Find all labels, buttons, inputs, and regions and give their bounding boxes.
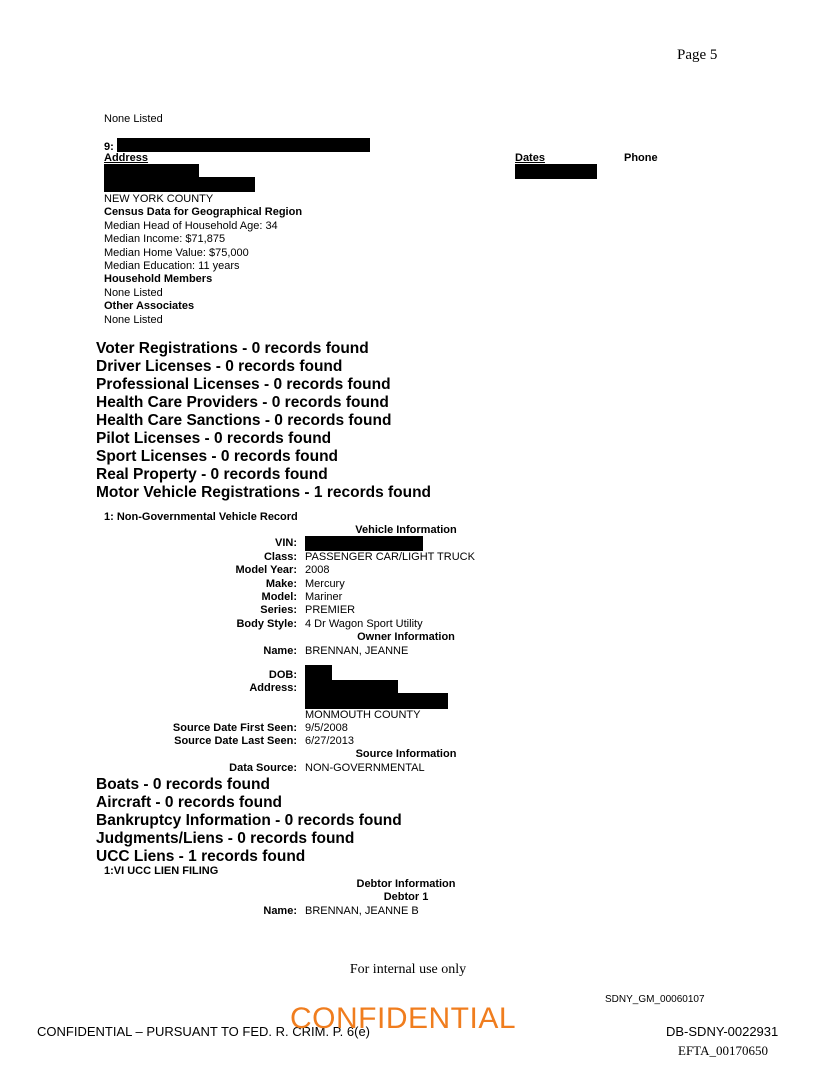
vehicle-info-heading: Vehicle Information — [355, 524, 457, 536]
debtor-sub-heading: Debtor 1 — [383, 891, 429, 903]
median-head-age: Median Head of Household Age: 34 — [104, 220, 278, 232]
class-label: Class: — [263, 551, 297, 563]
class-value: PASSENGER CAR/LIGHT TRUCK — [305, 551, 475, 563]
series-label: Series: — [260, 604, 297, 616]
internal-use-notice: For internal use only — [349, 962, 467, 977]
model-year-value: 2008 — [305, 564, 330, 576]
confidential-stamp: CONFIDENTIAL — [290, 1002, 517, 1035]
median-education: Median Education: 11 years — [104, 260, 240, 272]
redaction-vin — [305, 536, 423, 551]
last-seen-value: 6/27/2013 — [305, 735, 354, 747]
model-value: Mariner — [305, 591, 343, 603]
debtor-name-label: Name: — [263, 905, 297, 917]
bates-efta: EFTA_00170650 — [678, 1043, 768, 1058]
vehicle-record-title: 1: Non-Governmental Vehicle Record — [104, 511, 298, 523]
section-ucc-liens: UCC Liens - 1 records found — [96, 848, 306, 865]
section-real-property: Real Property - 0 records found — [96, 466, 328, 483]
bates-sdny-gm: SDNY_GM_00060107 — [605, 994, 705, 1005]
model-year-label: Model Year: — [235, 564, 297, 576]
section-judgments-liens: Judgments/Liens - 0 records found — [96, 830, 355, 847]
redaction-dob — [305, 665, 332, 680]
owner-address-label: Address: — [249, 682, 297, 694]
section-motor-vehicle-registrations: Motor Vehicle Registrations - 1 records found — [96, 484, 432, 501]
redaction-owner-address-line1 — [305, 680, 398, 693]
redaction-dates — [515, 164, 597, 179]
redaction-name — [117, 138, 370, 152]
section-sport-licenses: Sport Licenses - 0 records found — [96, 448, 339, 465]
redaction-address-line2 — [104, 177, 255, 192]
vin-label: VIN: — [275, 537, 297, 549]
section-health-care-providers: Health Care Providers - 0 records found — [96, 394, 389, 411]
data-source-label: Data Source: — [229, 762, 297, 774]
redaction-owner-address-line2 — [305, 693, 448, 709]
bates-db: DB-SDNY-0022931 — [666, 1024, 779, 1039]
column-header-address: Address — [104, 152, 149, 164]
column-header-dates: Dates — [515, 152, 545, 164]
county: NEW YORK COUNTY — [104, 193, 214, 205]
record-number: 9: — [104, 141, 114, 153]
body-style-label: Body Style: — [236, 618, 297, 630]
series-value: PREMIER — [305, 604, 356, 616]
data-source-value: NON-GOVERNMENTAL — [305, 762, 425, 774]
first-seen-value: 9/5/2008 — [305, 722, 348, 734]
model-label: Model: — [261, 591, 297, 603]
section-voter-registrations: Voter Registrations - 0 records found — [96, 340, 369, 357]
make-value: Mercury — [305, 578, 345, 590]
census-heading: Census Data for Geographical Region — [104, 206, 303, 218]
first-seen-label: Source Date First Seen: — [172, 722, 297, 734]
section-driver-licenses: Driver Licenses - 0 records found — [96, 358, 343, 375]
column-header-phone: Phone — [624, 152, 658, 164]
owner-name-label: Name: — [263, 645, 297, 657]
none-listed-top: None Listed — [104, 113, 163, 125]
debtor-info-heading: Debtor Information — [356, 878, 456, 890]
last-seen-label: Source Date Last Seen: — [174, 735, 297, 747]
confidential-notice: CONFIDENTIAL – PURSUANT TO FED. R. CRIM. P. 6(e) — [37, 1024, 371, 1039]
owner-info-heading: Owner Information — [357, 631, 455, 643]
ucc-filing-title: 1:VI UCC LIEN FILING — [104, 865, 219, 877]
make-label: Make: — [265, 578, 297, 590]
section-boats: Boats - 0 records found — [96, 776, 270, 793]
associates-heading: Other Associates — [104, 300, 195, 312]
dob-label: DOB: — [268, 669, 297, 681]
section-pilot-licenses: Pilot Licenses - 0 records found — [96, 430, 332, 447]
source-info-heading: Source Information — [355, 748, 457, 760]
median-income: Median Income: $71,875 — [104, 233, 226, 245]
household-heading: Household Members — [104, 273, 213, 285]
section-professional-licenses: Professional Licenses - 0 records found — [96, 376, 391, 393]
page-number: Page 5 — [677, 47, 718, 63]
owner-name-value: BRENNAN, JEANNE — [305, 645, 409, 657]
section-health-care-sanctions: Health Care Sanctions - 0 records found — [96, 412, 392, 429]
household-value: None Listed — [104, 287, 163, 299]
associates-value: None Listed — [104, 314, 163, 326]
section-bankruptcy: Bankruptcy Information - 0 records found — [96, 812, 402, 829]
debtor-name-value: BRENNAN, JEANNE B — [305, 905, 419, 917]
owner-county: MONMOUTH COUNTY — [305, 709, 421, 721]
body-style-value: 4 Dr Wagon Sport Utility — [305, 618, 423, 630]
redaction-address-line1 — [104, 164, 199, 177]
section-aircraft: Aircraft - 0 records found — [96, 794, 283, 811]
median-home-value: Median Home Value: $75,000 — [104, 247, 249, 259]
